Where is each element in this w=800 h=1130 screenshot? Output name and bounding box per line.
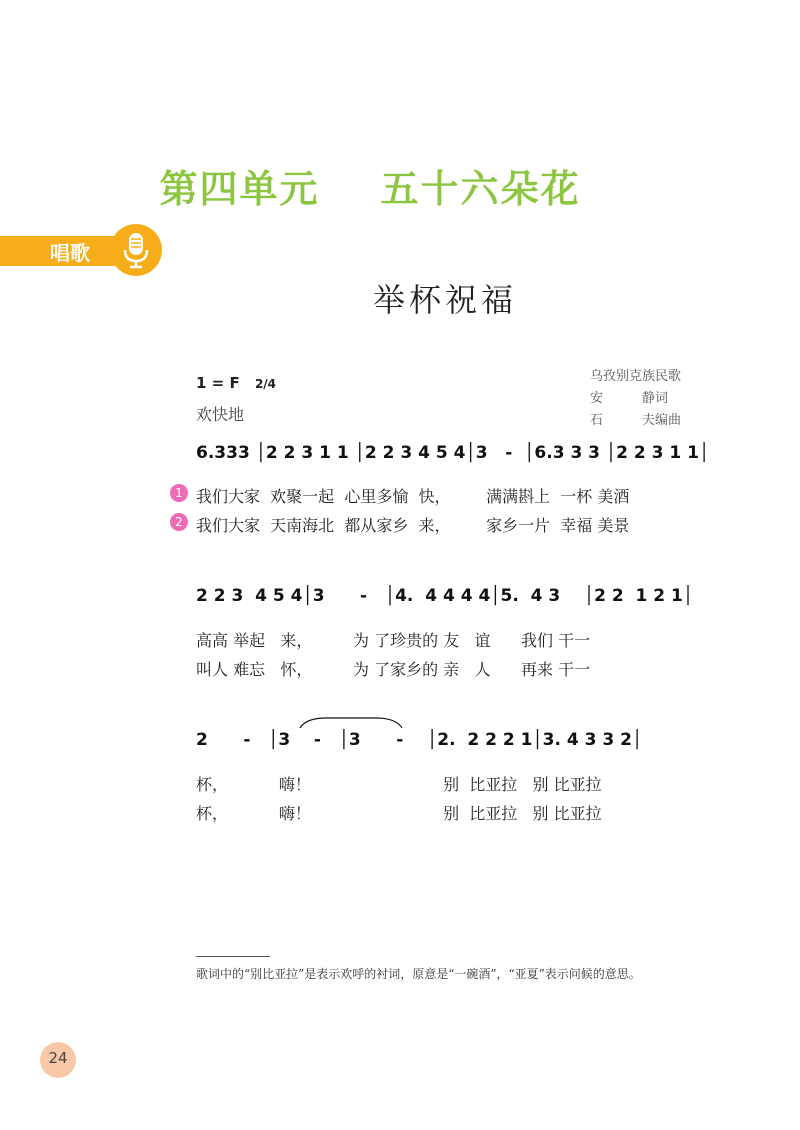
verse-number-1: 1 bbox=[170, 484, 188, 502]
key-signature bbox=[196, 374, 276, 392]
score-row-3-verse-1: 杯， 嗨！ 别 比亚拉 别 比亚拉 bbox=[196, 775, 602, 794]
score-row-2-notes: 2 2 3 4 5 4│3 - │4. 4 4 4 4│5. 4 3 │2 2 1 2 1│ bbox=[196, 586, 694, 606]
unit-title: 第四单元 五十六朵花 bbox=[159, 167, 581, 211]
microphone-icon bbox=[110, 224, 162, 276]
footnote-divider bbox=[196, 956, 270, 957]
score-row-1-verse-1: 我们大家 欢聚一起 心里多愉 快， 满满斟上 一杯 美酒 bbox=[196, 487, 630, 506]
score-row-3-verse-2: 杯， 嗨！ 别 比亚拉 别 比亚拉 bbox=[196, 804, 602, 823]
credit-lyricist: 安 静词 bbox=[590, 391, 669, 406]
footnote: 歌词中的“别比亚拉”是表示欢呼的衬词，原意是“一碗酒”，“亚夏”表示问候的意思。 bbox=[196, 967, 641, 981]
key-label: 1 = F bbox=[196, 374, 240, 392]
score-row-1-verse-2: 我们大家 天南海北 都从家乡 来， 家乡一片 幸福 美景 bbox=[196, 516, 630, 535]
score-row-3-notes: 2 - │3 - │3 - │2. 2 2 2 1│3. 4 3 3 2│ bbox=[196, 730, 643, 750]
section-tab-label: 唱歌 bbox=[50, 241, 90, 265]
song-title: 举杯祝福 bbox=[372, 281, 517, 319]
credit-arranger: 石 夫编曲 bbox=[590, 413, 682, 428]
score-row-1-notes: 6.333 │2 2 3 1 1 │2 2 3 4 5 4│3 - │6.3 3 3 │2 2 3 1 1│ bbox=[196, 443, 710, 463]
credit-origin: 乌孜别克族民歌 bbox=[590, 369, 682, 384]
score-row-2-verse-1: 高高 举起 来， 为 了珍贵的 友 谊 我们 干一 bbox=[196, 631, 591, 650]
score-row-2-verse-2: 叫人 难忘 怀， 为 了家乡的 亲 人 再来 干一 bbox=[196, 660, 591, 679]
time-signature: 2/4 bbox=[254, 377, 277, 391]
verse-number-2: 2 bbox=[170, 513, 188, 531]
tie-arc bbox=[296, 716, 406, 730]
tempo-marking: 欢快地 bbox=[196, 405, 245, 424]
page-number: 24 bbox=[48, 1049, 68, 1067]
